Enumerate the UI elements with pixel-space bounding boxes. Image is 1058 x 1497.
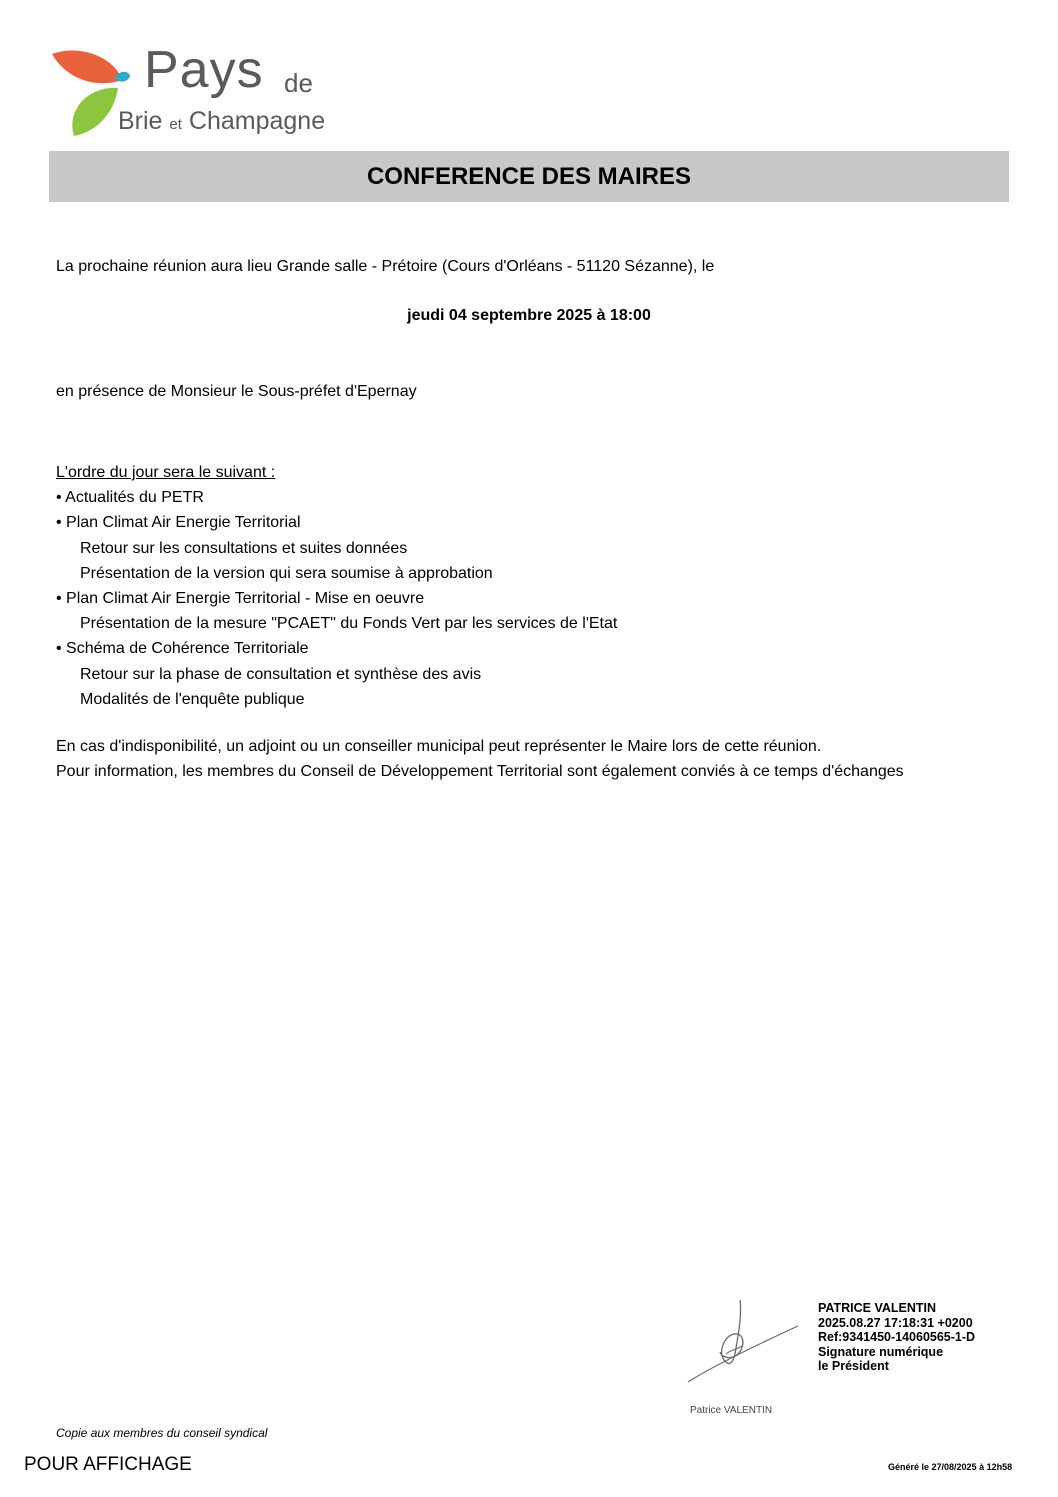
signature-line: Signature numérique — [818, 1344, 944, 1359]
signature-line: 2025.08.27 17:18:31 +0200 — [818, 1315, 973, 1330]
handwritten-signature — [680, 1296, 810, 1388]
footer-affichage: POUR AFFICHAGE — [24, 1454, 192, 1475]
intro-text: La prochaine réunion aura lieu Grande salle - Prétoire (Cours d'Orléans - 51120 Sézanne), le — [56, 258, 715, 275]
closing-line: En cas d'indisponibilité, un adjoint ou un conseiller municipal peut représenter le Maire lors de cette réunion. — [56, 738, 822, 755]
agenda-subitem: Retour sur la phase de consultation et synthèse des avis — [80, 665, 482, 683]
agenda — [56, 460, 617, 712]
logo-word-sub — [118, 106, 325, 140]
closing-line: Pour information, les membres du Conseil de Développement Territorial sont également conviés à ce temps d'échanges — [56, 763, 904, 780]
copy-note: Copie aux membres du conseil syndical — [56, 1426, 268, 1440]
agenda-item: • Actualités du PETR — [56, 489, 204, 507]
logo-word-de: de — [284, 68, 313, 98]
agenda-subitem: Retour sur les consultations et suites données — [80, 539, 408, 557]
agenda-item: • Schéma de Cohérence Territoriale — [56, 640, 309, 658]
logo-word-et: et — [169, 116, 182, 133]
agenda-item: • Plan Climat Air Energie Territorial — [56, 514, 301, 532]
page-title: CONFERENCE DES MAIRES — [366, 162, 692, 190]
presence-text: en présence de Monsieur le Sous-préfet d'Epernay — [56, 383, 417, 400]
signature-scribble-icon — [680, 1296, 810, 1388]
logo-word-champagne: Champagne — [188, 107, 326, 135]
signature-line: le Président — [818, 1359, 889, 1373]
logo — [48, 40, 368, 150]
agenda-heading: L'ordre du jour sera le suivant : — [56, 464, 276, 481]
logo-word-brie: Brie — [118, 107, 163, 135]
footer-generated: Généré le 27/08/2025 à 12h58 — [888, 1462, 1013, 1472]
agenda-subitem: Modalités de l'enquête publique — [80, 690, 305, 708]
logo-word-pays: Pays — [144, 41, 264, 99]
meeting-date: jeudi 04 septembre 2025 à 18:00 — [407, 307, 651, 324]
signature-line: PATRICE VALENTIN — [818, 1301, 937, 1315]
agenda-item: • Plan Climat Air Energie Territorial - Mise en oeuvre — [56, 590, 425, 608]
title-band — [49, 151, 1009, 202]
logo-green-leaf — [72, 88, 118, 136]
signer-caption: Patrice VALENTIN — [690, 1405, 773, 1416]
digital-signature — [818, 1301, 975, 1374]
agenda-subitem: Présentation de la version qui sera soumise à approbation — [80, 564, 493, 582]
signature-line: Ref:9341450-14060565-1-D — [818, 1330, 976, 1344]
closing-notes — [56, 734, 904, 784]
logo-orange-leaf — [52, 50, 122, 83]
agenda-subitem: Présentation de la mesure "PCAET" du Fonds Vert par les services de l'Etat — [80, 615, 618, 633]
